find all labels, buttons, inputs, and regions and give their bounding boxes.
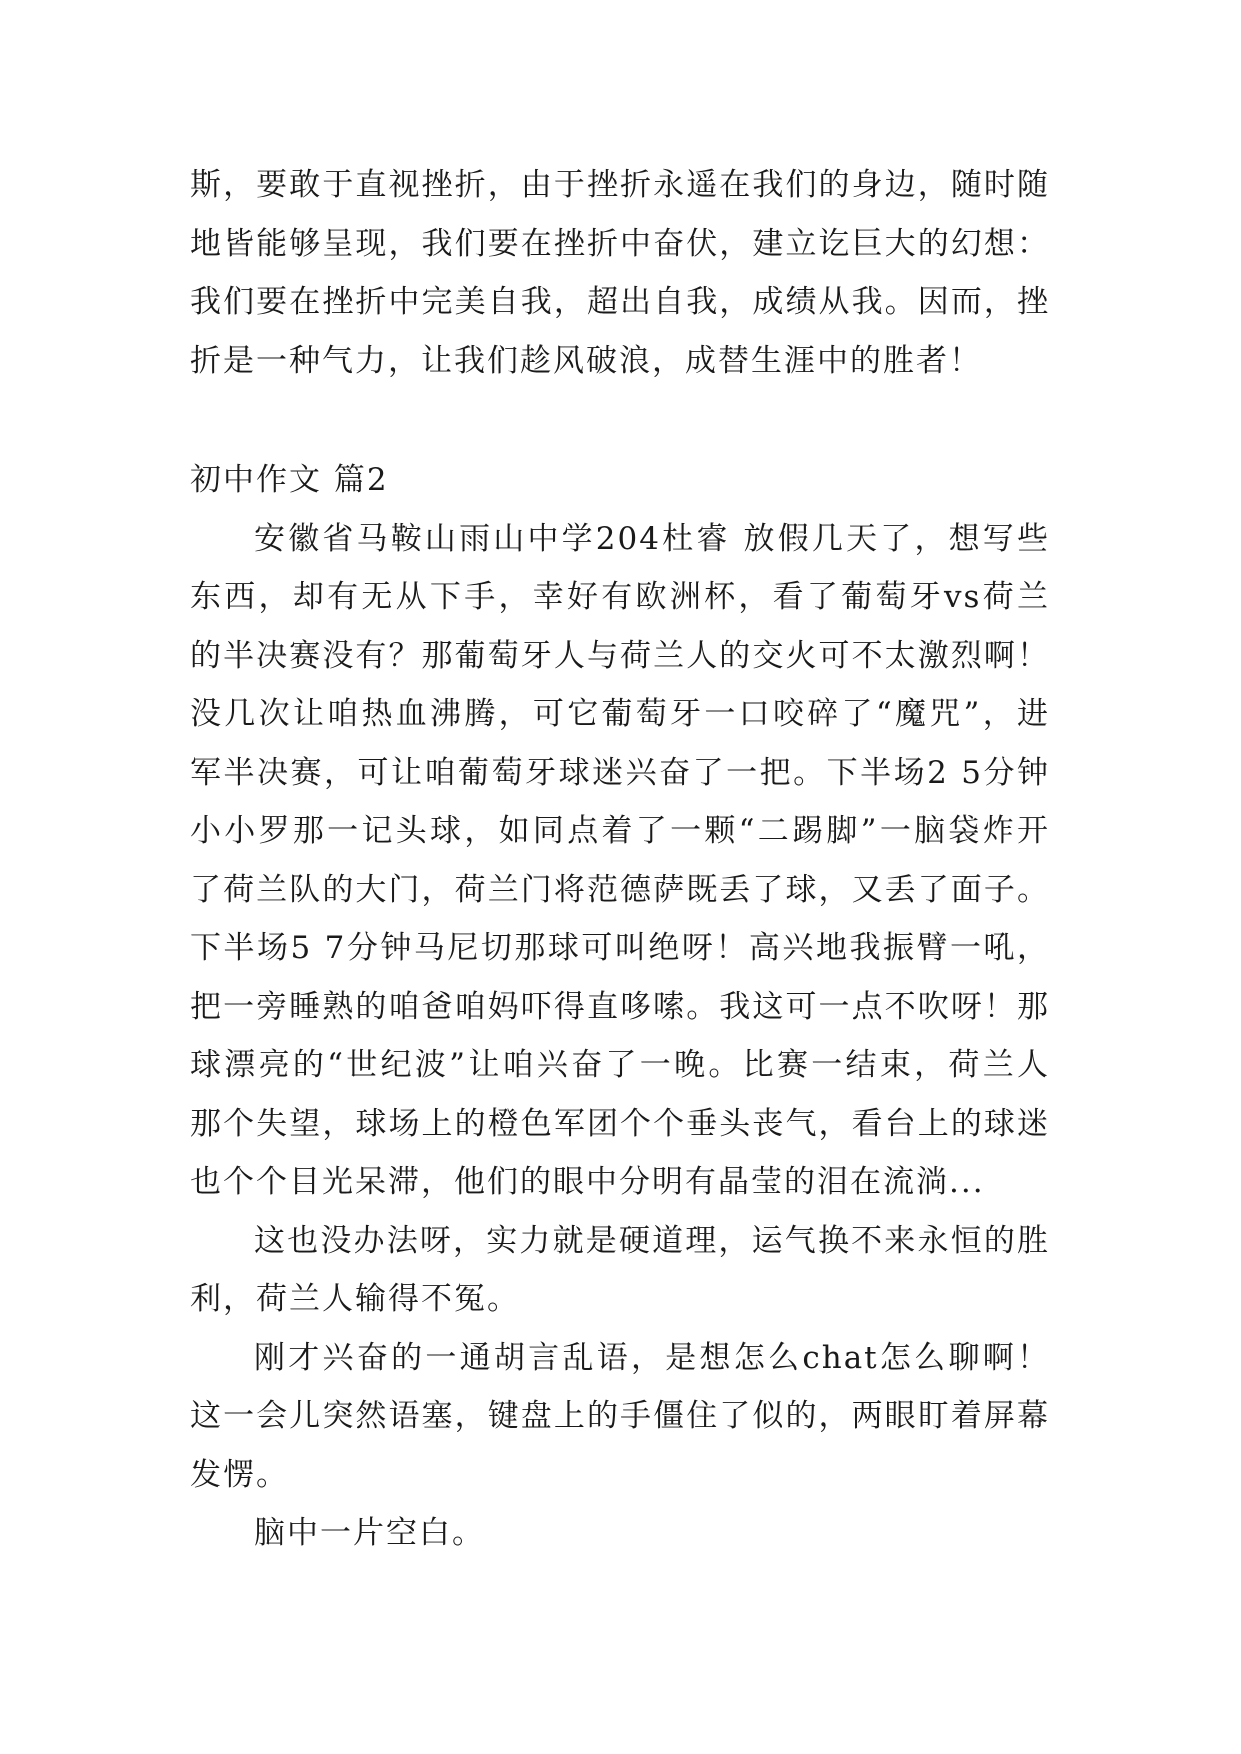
paragraph-4: 脑中一片空白。 bbox=[254, 1515, 485, 1551]
paragraph-1: 安徽省马鞍山雨山中学204杜睿 放假几天了，想写些东西，却有无从下手，幸好有欧洲杯，看了葡萄牙vs荷兰的半决赛没有？那葡萄牙人与荷兰人的交火可不太激烈啊！没几次让咱热血沸腾，可它葡萄牙一口咬碎了“魔咒”，进军半决赛，可让咱葡萄牙球迷兴奋了一把。下半场2 5分钟小小罗那一记头球，如同点着了一颗“二踢脚”一脑袋炸开了荷兰队的大门，荷兰门将范德萨既丢了球，又丢了面子。下半场5 7分钟马尼切那球可叫绝呀！高兴地我振臂一吼，把一旁睡熟的咱爸咱妈吓得直哆嗦。我这可一点不吹呀！那球漂亮的“世纪波”让咱兴奋了一晚。比赛一结束，荷兰人那个失望，球场上的橙色军团个个垂头丧气，看台上的球迷也个个目光呆滞，他们的眼中分明有晶莹的泪在流淌... bbox=[190, 520, 1050, 1200]
paragraph-2: 这也没办法呀，实力就是硬道理，运气换不来永恒的胜利，荷兰人输得不冤。 bbox=[190, 1222, 1050, 1317]
paragraph-continued: 斯，要敢于直视挫折，由于挫折永遥在我们的身边，随时随地皆能够呈现，我们要在挫折中奋伏，建立讫巨大的幻想：我们要在挫折中完美自我，超出自我，成绩从我。因而，挫折是一种气力，让我们趁风破浪，成替生涯中的胜者！ bbox=[190, 167, 1050, 379]
section-heading: 初中作文 篇2 bbox=[190, 462, 389, 498]
paragraph-3: 刚才兴奋的一通胡言乱语，是想怎么chat怎么聊啊！这一会儿突然语塞，键盘上的手僵住了似的，两眼盯着屏幕发愣。 bbox=[190, 1339, 1050, 1493]
essay-section bbox=[190, 451, 1050, 1563]
continued-text-block bbox=[190, 156, 1050, 390]
